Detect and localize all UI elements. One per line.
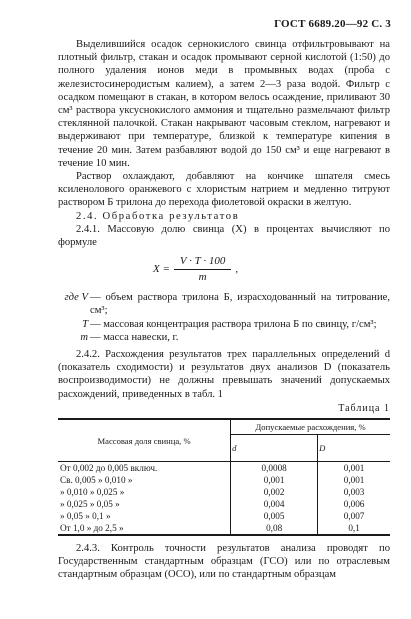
table-row xyxy=(58,486,390,498)
table-cell-range: » 0,025 » 0,05 » xyxy=(60,499,120,510)
table-caption: Таблица 1 xyxy=(338,402,390,414)
table-cell-D: 0,006 xyxy=(318,498,390,510)
formula-denominator: m xyxy=(198,271,207,284)
formula-numerator: V · T · 100 xyxy=(174,255,231,270)
definition-t xyxy=(58,318,390,331)
table-cell-d: 0,0008 xyxy=(231,462,318,475)
definition-text: — объем раствора трилона Б, израсходованный на титрование, см³; xyxy=(90,292,390,317)
definition-text: — массовая концентрация раствора трилона Б по свинцу, г/см³; xyxy=(90,318,377,330)
table-header-d: d xyxy=(231,435,318,462)
table-header-D: D xyxy=(318,435,390,462)
formula-lhs: X = xyxy=(153,263,170,276)
table-cell-d: 0,002 xyxy=(231,486,318,498)
definition-m xyxy=(58,331,390,344)
table-row xyxy=(58,522,390,535)
table-cell-range: » 0,05 » 0,1 » xyxy=(60,511,111,522)
table-cell-D: 0,007 xyxy=(318,510,390,522)
table-cell-D: 0,003 xyxy=(318,486,390,498)
definition-symbol: m xyxy=(80,331,88,343)
formula-fraction xyxy=(174,255,231,284)
table-cell-range: От 1,0 » до 2,5 » xyxy=(60,523,124,534)
table-row xyxy=(58,498,390,510)
table-cell-D: 0,1 xyxy=(318,522,390,535)
discrepancy-table xyxy=(58,418,390,536)
formula-tail: , xyxy=(235,263,239,276)
formula-definitions xyxy=(58,291,390,344)
table-header-lead-fraction: Массовая доля свинца, % xyxy=(58,419,231,462)
table-cell-d: 0,001 xyxy=(231,474,318,486)
paragraph-formula-intro: 2.4.1. Массовую долю свинца (X) в процентах вычисляют по формуле xyxy=(58,223,390,249)
table-cell-d: 0,004 xyxy=(231,498,318,510)
paragraph-accuracy-control: 2.4.3. Контроль точности результатов анализа проводят по Государственным стандартным образцам (ГСО) или по отраслевым стандартным образцам (ОСО), или по стандартным образцам xyxy=(58,543,390,581)
table-cell-d: 0,005 xyxy=(231,510,318,522)
table-cell-range: От 0,002 до 0,005 включ. xyxy=(60,463,158,474)
table-row xyxy=(58,510,390,522)
table-row xyxy=(58,474,390,486)
paragraph-titration: Раствор охлаждают, добавляют на кончике шпателя смесь ксиленолового оранжевого с хлористым натрием и медленно титруют раствором Б трилона до перехода фиолетовой окраски в желтую. xyxy=(58,171,390,209)
definition-symbol: где V xyxy=(64,292,88,304)
section-heading-results: 2.4. Обработка результатов xyxy=(76,210,240,222)
table-cell-range: Св. 0,005 » 0,010 » xyxy=(60,475,133,486)
document-body xyxy=(58,38,390,582)
table-cell-D: 0,001 xyxy=(318,474,390,486)
formula xyxy=(58,249,390,289)
table-row xyxy=(58,462,390,475)
definition-symbol: T xyxy=(82,318,88,330)
paragraph-discrepancies: 2.4.2. Расхождения результатов трех параллельных определений d (показатель сходимости) и результатов двух анализов D (показатель воспроизводимости) не должны превышать значений допускаемых расхождений, приведенных в табл. 1 xyxy=(58,349,390,400)
definition-v xyxy=(58,291,390,317)
table-cell-d: 0,08 xyxy=(231,522,318,535)
table-cell-range: » 0,010 » 0,025 » xyxy=(60,487,125,498)
table-cell-D: 0,001 xyxy=(318,462,390,475)
table-header-tolerances: Допускаемые расхождения, % xyxy=(231,419,390,435)
definition-text: — масса навески, г. xyxy=(90,331,179,343)
page-header: ГОСТ 6689.20—92 С. 3 xyxy=(274,18,391,30)
paragraph-precipitate: Выделившийся осадок сернокислого свинца отфильтровывают на плотный фильтр, стакан и осадок промывают серной кислотой (1:50) до полного удаления ионов меди в промывных водах (проба с железистосинеродистым калием), а затем 2—3 раза водой. Фильтр с осадком помещают в стакан, в котором велось осаждение, приливают 30 см³ раствора уксуснокислого аммония и тщательно размельчают фильтр стеклянной палочкой. Стакан накрывают часовым стеклом, нагревают и выдерживают при температуре, близкой к температуре кипения в течение 20 мин. Затем разбавляют водой до 150 см³ и еще нагревают в течение 10 мин. xyxy=(58,39,390,169)
